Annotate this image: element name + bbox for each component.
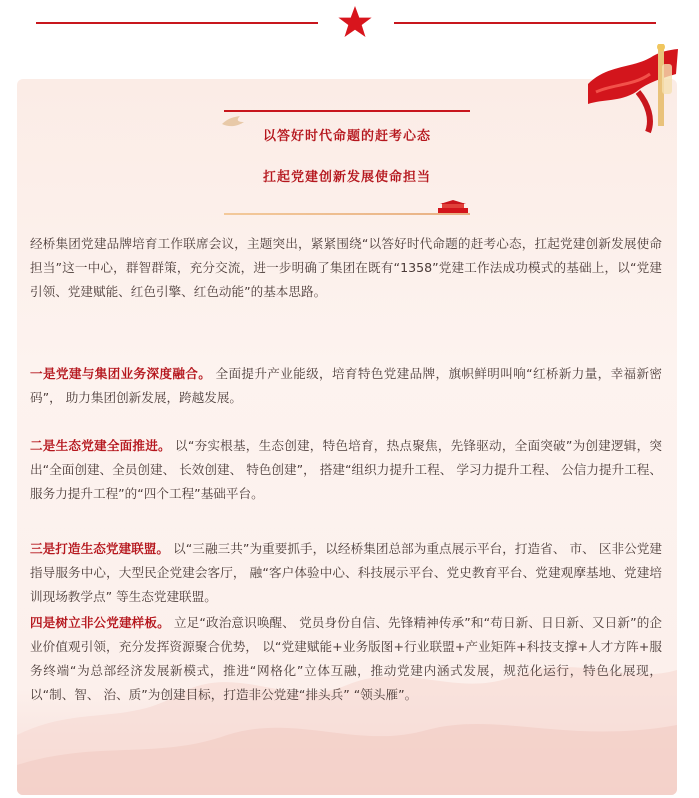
top-divider-left xyxy=(36,22,318,24)
section-2-heading: 二是生态党建全面推进。 xyxy=(30,438,171,453)
section-2-text: 以“夯实根基，生态创建，特色培育，热点聚焦，先锋驱动，全面突破”为创建逻辑，突出“全面创建、全员创建、 长效创建、 特色创建”， 搭建“组织力提升工程、 学习力提升工程、 公信力提升工程、 服务力提升工程”的“四个工程”基础平台。 xyxy=(30,438,662,501)
top-divider-right xyxy=(394,22,656,24)
star-icon xyxy=(337,5,373,39)
section-2 xyxy=(30,434,662,506)
flag-icon xyxy=(578,44,688,134)
section-1-text: 全面提升产业能级，培育特色党建品牌，旗帜鲜明叫响“红桥新力量，幸福新密码”， 助力集团创新发展，跨越发展。 xyxy=(30,366,663,405)
title-rule-bottom xyxy=(224,213,470,215)
title-line-2: 扛起党建创新发展使命担当 xyxy=(262,170,431,185)
section-1-heading: 一是党建与集团业务深度融合。 xyxy=(30,366,212,381)
title-rule-top xyxy=(224,110,470,112)
gate-icon xyxy=(436,200,470,214)
section-4-heading: 四是树立非公党建样板。 xyxy=(30,615,170,630)
section-1 xyxy=(30,362,662,410)
section-3-heading: 三是打造生态党建联盟。 xyxy=(30,541,170,556)
title-line-1: 以答好时代命题的赶考心态 xyxy=(262,129,431,144)
section-3 xyxy=(30,537,662,609)
section-4 xyxy=(30,611,662,707)
section-4-text: 立足“政治意识唤醒、 党员身份自信、先锋精神传承”和“苟日新、日日新、又日新”的企业价值观引领，充分发挥资源聚合优势， 以“党建赋能+业务版图+行业联盟+产业矩阵+科技支撑+人才方阵+服务终端“为总部经济发展新模式，推进“网格化”立体互融，推动党建内涵式发展，规范化运行，特色化展现，以“制、智、 治、质”为创建目标，打造非公党建“排头兵” “领头雁”。 xyxy=(30,615,663,702)
section-3-text: 以“三融三共”为重要抓手，以经桥集团总部为重点展示平台，打造省、 市、 区非公党建指导服务中心，大型民企党建会客厅， 融“客户体验中心、科技展示平台、党史教育平台、党建观摩基地、党建培训现场教学点” 等生态党建联盟。 xyxy=(30,541,662,604)
intro-paragraph: 经桥集团党建品牌培育工作联席会议，主题突出，紧紧围绕“以答好时代命题的赶考心态，扛起党建创新发展使命担当”这一中心，群智群策，充分交流，进一步明确了集团在既有“1358”党建工作法成功模式的基础上，以“党建引领、党建赋能、红色引擎、红色动能”的基本思路。 xyxy=(30,236,662,299)
